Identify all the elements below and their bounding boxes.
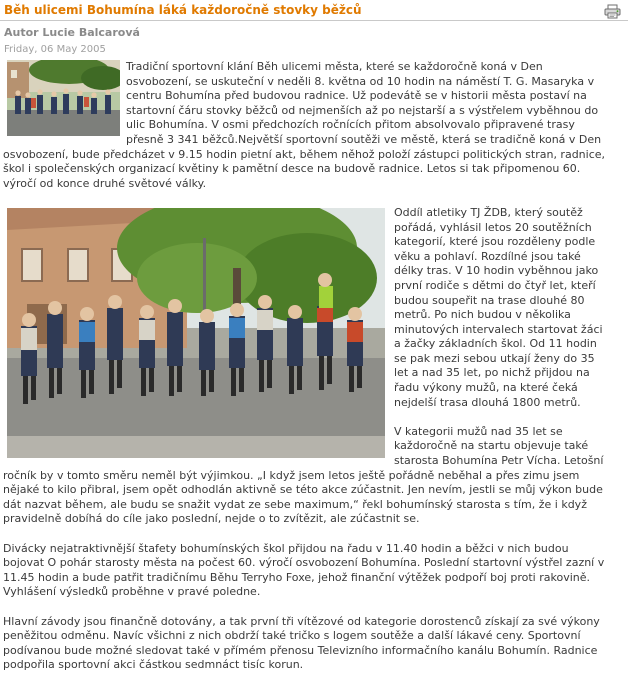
publish-date: Friday, 06 May 2005 [4,44,106,55]
print-icon [604,4,621,19]
author: Autor Lucie Balcarová [4,26,140,39]
paragraph-4: Divácky nejatraktivnější štafety bohumínských škol přijdou na řadu v 11.40 hodin a běžci v nich budou bojovat O pohár starosty města na počest 60. výročí osvobození Bohumína. Poslední startovní výstřel zazní v 11.45 hodin a bude patřit tradičnímu Běhu Terryho Foxe, jehož finanční výtěžek podpoří boj proti rakovině. Vyhlášení výsledků proběhne v pravé poledne. [3,541,605,599]
title-divider [0,20,628,21]
paragraph-5: Hlavní závody jsou finančně dotovány, a tak první tři vítězové od kategorie dorostenců získají za své výkony peněžitou odměnu. Navíc všichni z nich obdrží také tričko s logem soutěže a další lákavé ceny. Sportovní podívanou bude možné sledovat také v přímém přenosu Televizního informačního kanálu Bohumín. Radnice podpořila sportovní akci částkou sedmnáct tisíc korun. [3,614,600,672]
print-button[interactable] [604,4,621,19]
paragraph-2: Oddíl atletiky TJ ŽDB, který soutěž pořádá, vyhlásil letos 20 soutěžních kategorií, které jsou rozděleny podle věku a pohlaví. Rozdílné jsou také délky tras. V 10 hodin vyběhnou jako první rodiče s dětmi do čtyř let, kteří budou soupeřit na trase dlouhé 80 metrů. Po nich budou v několika minutových intervalech startovat žáci a žačky základních škol. Od 11 hodin se pak mezi sebou utkají ženy do 35 let a nad 35 let, po nichž přijdou na řadu výkony mužů, na které čeká nejdelší trasa dlouhá 1800 metrů. [394,205,603,409]
paragraph-3: V kategorii mužů nad 35 let se každoročně na startu objevuje také starosta Bohumína Petr Vícha. Letošní ročník by v tomto směru neměl být výjimkou. „I když jsem letos ještě pořádně neběhal a přes zimu jsem nějaké to kilo přibral, jsem opět odhodlán aktivně se této akce zúčastnit. Jen nevím, jestli se můj výkon bude dát nazvat během, ale budu se snažit vydat ze sebe maximum,“ řekl bohumínský starosta s tím, že i když pravidelně dobíhá do cíle jako poslední, nejde o to zvítězit, ale zúčastnit se. [3,424,604,526]
article-title: Běh ulicemi Bohumína láká každoročně stovky běžců [4,3,362,17]
runners-photo-small [7,60,120,136]
article-body [3,60,608,688]
paragraph-1: Tradiční sportovní klání Běh ulicemi města, které se každoročně koná v Den osvobození, se uskuteční v neděli 8. května od 10 hodin na náměstí T. G. Masaryka v centru Bohumína před budovou radnice. Už podevátě se v historii města postaví na startovní čáru stovky běžců od nejmenších až po nejstarší a s výstřelem vyběhnou do ulic Bohumína. V osmi předchozích ročnících přitom absolvovalo připravené trasy přesně 3 341 běžců.Největší sportovní soutěži ve městě, která se tradičně koná v Den osvobození, bude předcházet v 9.15 hodin pietní akt, během něhož položí zástupci politických stran, radnice, škol i společenských organizací květiny k pamětní desce na budově radnice. Letos si tak připomenou 60. výročí od konce druhé světové války. [3,60,606,190]
runners-photo-large [7,208,385,458]
